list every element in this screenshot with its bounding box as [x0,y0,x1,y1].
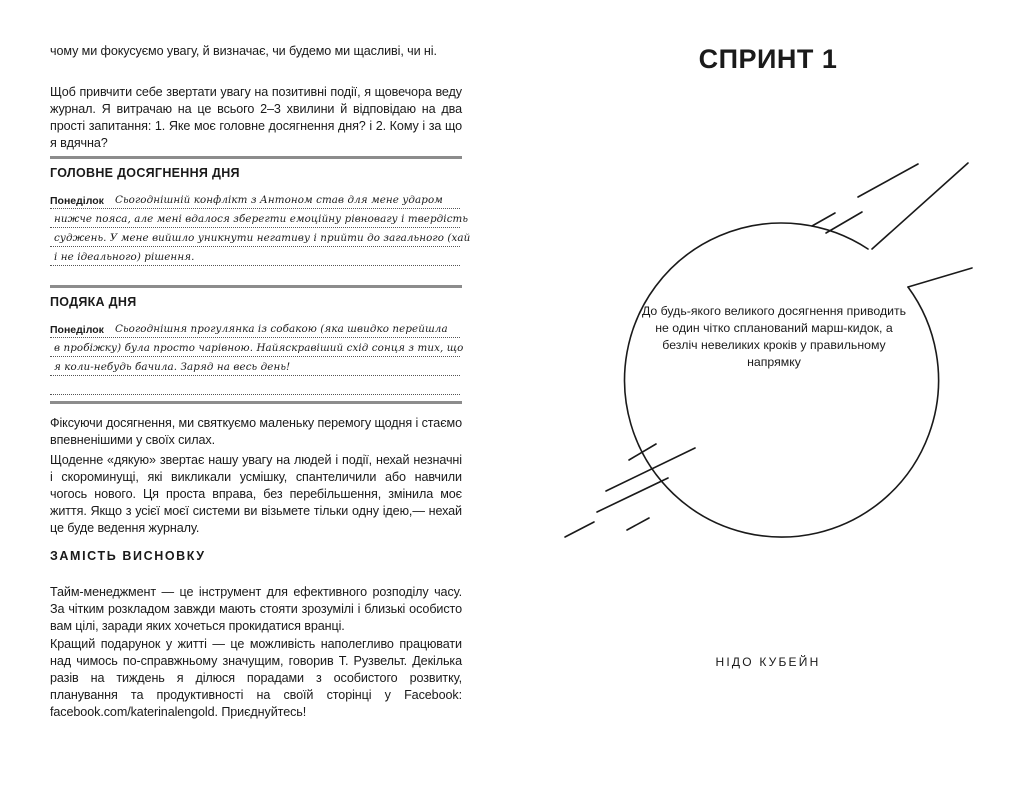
achievement-handwritten-line-4: і не ідеального) рішення. [54,251,195,263]
quote-author: НІДО КУБЕЙН [715,655,821,669]
gratitude-day-label: Понеділок [50,324,104,336]
intro-paragraph-1: чому ми фокусуємо увагу, й визначає, чи будемо ми щасливі, чи ні. [50,44,437,58]
body-paragraph-2: Щоденне «дякую» звертає нашу увагу на людей і події, нехай незначні і скороминущі, які викликали усмішку, спантеличили або навчили чогось нового. Ця проста вправа, без перебільшення, змінила моє життя. Якщо з усієї моєї системи ви візьмете тільки одну ідею,— нехай це буде ведення журналу. [50,453,462,535]
gratitude-handwritten-line-1: Сьогоднішня прогулянка із собакою (яка швидко перейшла [115,323,448,335]
achievement-day-label: Понеділок [50,195,104,207]
gratitude-handwritten-line-3: я коли-небудь бачила. Заряд на весь день! [54,361,291,373]
conclusion-paragraph-2: Кращий подарунок у житті — це можливість наполегливо працювати над чимось по-справжньому значущим, говорив Т. Рузвельт. Декілька разів на тиждень я ділюся порадами з особистого розвитку, планування та продуктивності на своїй сторінці у Facebook: facebook.com/katerinalengold. Приєднуйтесь! [50,637,462,719]
achievement-handwritten-line-1: Сьогоднішній конфлікт з Антоном став для мене ударом [115,194,443,206]
gratitude-handwritten-line-2: в пробіжку) була просто чарівною. Найяскравіший схід сонця з тих, що [54,342,464,354]
sprint-title: СПРИНТ 1 [698,44,838,74]
achievement-handwritten-line-2: нижче пояса, але мені вдалося зберегти емоційну рівновагу і твердість [54,213,469,225]
conclusion-section-title: ЗАМІСТЬ ВИСНОВКУ [50,549,206,563]
gratitude-section-title: ПОДЯКА ДНЯ [50,295,137,309]
achievement-section-title: ГОЛОВНЕ ДОСЯГНЕННЯ ДНЯ [50,166,240,180]
intro-paragraph-2: Щоб привчити себе звертати увагу на позитивні події, я щовечора веду журнал. Я витрачаю на це всього 2–3 хвилини й відповідаю на два прості запитання: 1. Яке моє головне досягнення дня? і 2. Кому і за що я вдячна? [50,85,462,150]
body-paragraph-1: Фіксуючи досягнення, ми святкуємо маленьку перемогу щодня і стаємо впевненішими у своїх силах. [50,416,462,447]
conclusion-paragraph-1: Тайм-менеджмент — це інструмент для ефективного розподілу часу. За чітким розкладом завжди мають стояти зрозумілі і близькі особисто вам цілі, заради яких хочеться прокидатися вранці. [50,585,462,633]
sprint-quote: До будь-якого великого досягнення приводить не один чітко спланований марш-кидок, а безліч невеликих кроків у правильному напрямку [641,304,907,369]
achievement-handwritten-line-3: суджень. У мене вийшло уникнути негативу і прийти до загального (хай [54,232,471,244]
